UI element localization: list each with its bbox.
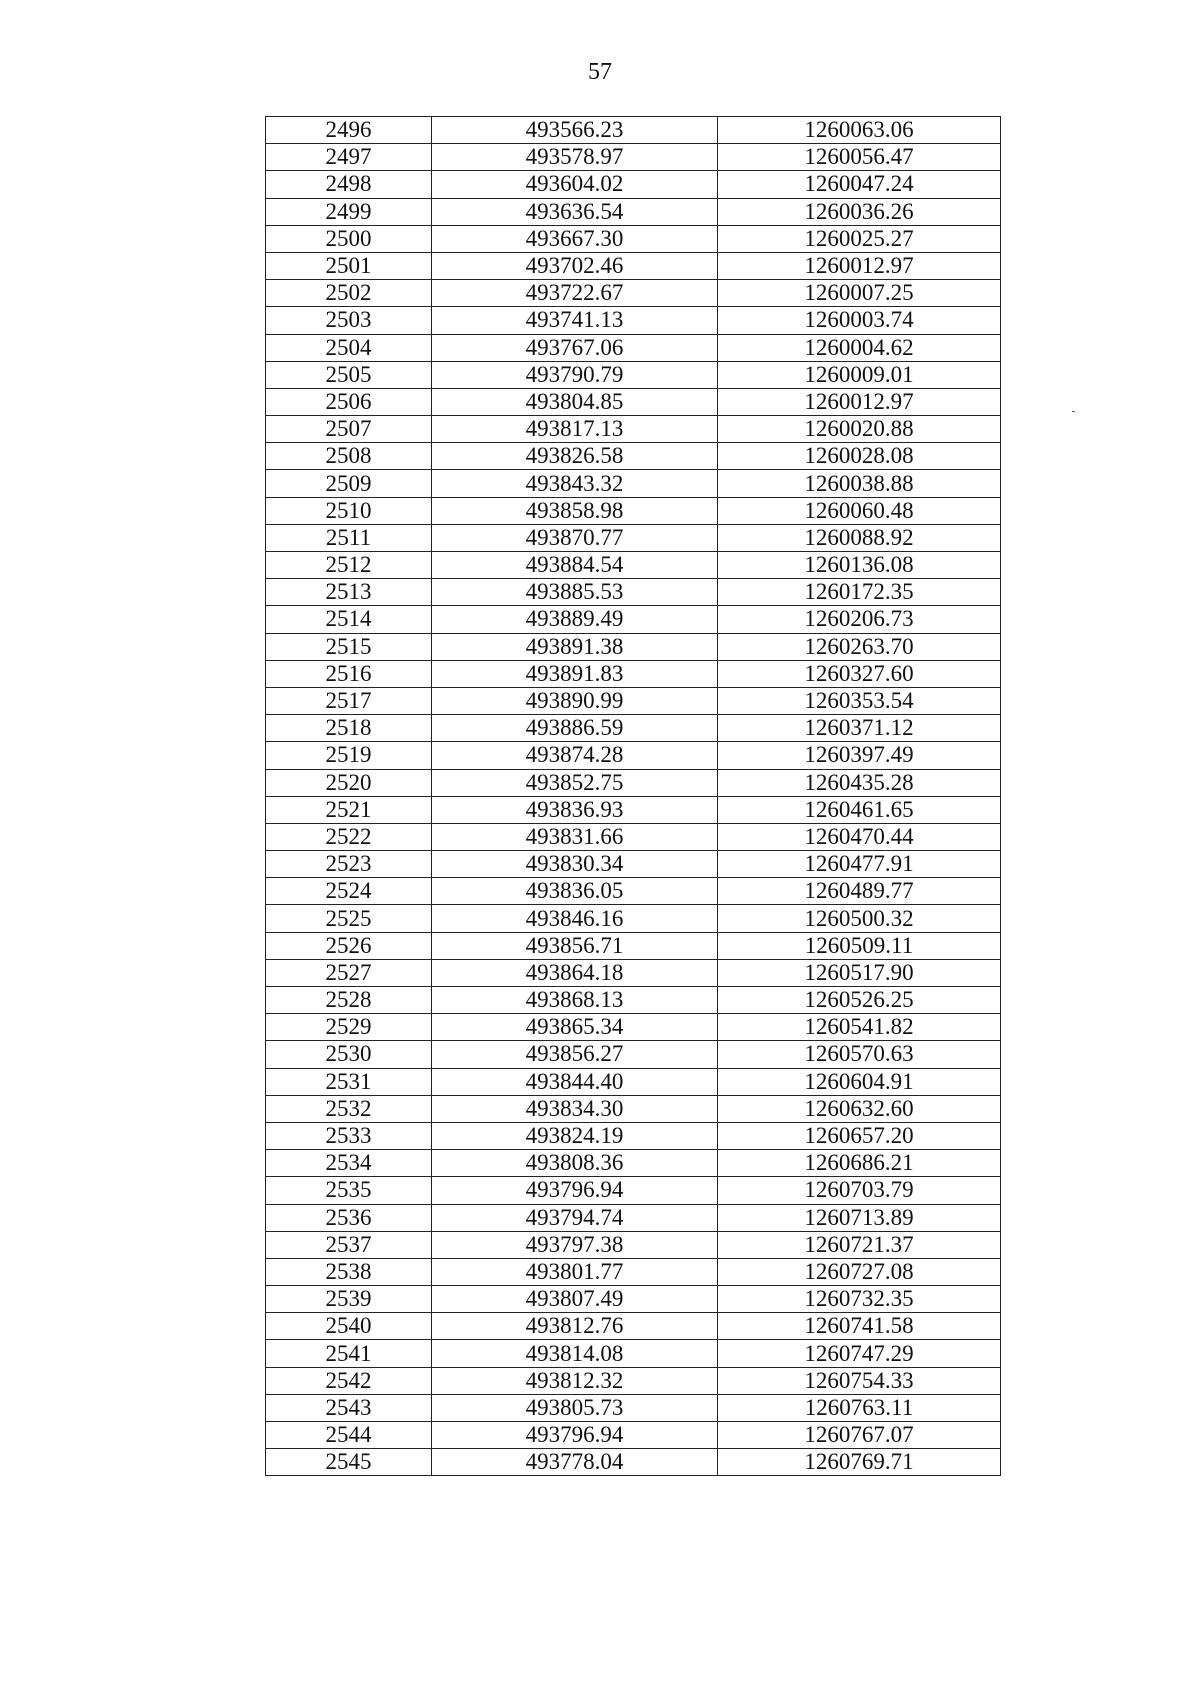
y-coordinate-cell: 1260477.91 [718,851,1001,878]
table-row [266,1449,1001,1476]
y-coordinate-cell: 1260088.92 [718,524,1001,551]
point-number-cell: 2539 [266,1286,432,1313]
point-number-cell: 2504 [266,334,432,361]
y-coordinate-cell: 1260570.63 [718,1041,1001,1068]
table-row [266,144,1001,171]
table-row [266,1122,1001,1149]
point-number-cell: 2544 [266,1422,432,1449]
x-coordinate-cell: 493796.94 [432,1422,718,1449]
point-number-cell: 2518 [266,715,432,742]
y-coordinate-cell: 1260263.70 [718,633,1001,660]
y-coordinate-cell: 1260060.48 [718,497,1001,524]
y-coordinate-cell: 1260741.58 [718,1313,1001,1340]
x-coordinate-cell: 493890.99 [432,687,718,714]
x-coordinate-cell: 493846.16 [432,905,718,932]
table-row [266,823,1001,850]
x-coordinate-cell: 493778.04 [432,1449,718,1476]
point-number-cell: 2525 [266,905,432,932]
point-number-cell: 2524 [266,878,432,905]
x-coordinate-cell: 493858.98 [432,497,718,524]
point-number-cell: 2530 [266,1041,432,1068]
x-coordinate-cell: 493865.34 [432,1014,718,1041]
y-coordinate-cell: 1260632.60 [718,1095,1001,1122]
point-number-cell: 2521 [266,796,432,823]
point-number-cell: 2533 [266,1122,432,1149]
x-coordinate-cell: 493831.66 [432,823,718,850]
point-number-cell: 2523 [266,851,432,878]
x-coordinate-cell: 493885.53 [432,579,718,606]
point-number-cell: 2496 [266,117,432,144]
table-row [266,905,1001,932]
point-number-cell: 2513 [266,579,432,606]
x-coordinate-cell: 493636.54 [432,198,718,225]
x-coordinate-cell: 493814.08 [432,1340,718,1367]
table-row [266,1150,1001,1177]
point-number-cell: 2503 [266,307,432,334]
y-coordinate-cell: 1260500.32 [718,905,1001,932]
table-row [266,1394,1001,1421]
table-row [266,796,1001,823]
x-coordinate-cell: 493812.76 [432,1313,718,1340]
table-row [266,1313,1001,1340]
x-coordinate-cell: 493578.97 [432,144,718,171]
point-number-cell: 2507 [266,416,432,443]
y-coordinate-cell: 1260063.06 [718,117,1001,144]
table-row [266,1204,1001,1231]
y-coordinate-cell: 1260727.08 [718,1258,1001,1285]
y-coordinate-cell: 1260003.74 [718,307,1001,334]
point-number-cell: 2531 [266,1068,432,1095]
y-coordinate-cell: 1260769.71 [718,1449,1001,1476]
point-number-cell: 2501 [266,252,432,279]
y-coordinate-cell: 1260732.35 [718,1286,1001,1313]
y-coordinate-cell: 1260136.08 [718,552,1001,579]
x-coordinate-cell: 493801.77 [432,1258,718,1285]
point-number-cell: 2535 [266,1177,432,1204]
y-coordinate-cell: 1260461.65 [718,796,1001,823]
table-row [266,307,1001,334]
point-number-cell: 2537 [266,1231,432,1258]
y-coordinate-cell: 1260327.60 [718,660,1001,687]
y-coordinate-cell: 1260541.82 [718,1014,1001,1041]
x-coordinate-cell: 493807.49 [432,1286,718,1313]
table-row [266,252,1001,279]
table-row [266,1177,1001,1204]
y-coordinate-cell: 1260767.07 [718,1422,1001,1449]
x-coordinate-cell: 493864.18 [432,959,718,986]
point-number-cell: 2511 [266,524,432,551]
point-number-cell: 2519 [266,742,432,769]
x-coordinate-cell: 493741.13 [432,307,718,334]
point-number-cell: 2506 [266,388,432,415]
y-coordinate-cell: 1260012.97 [718,388,1001,415]
stray-mark [1072,411,1075,412]
y-coordinate-cell: 1260754.33 [718,1367,1001,1394]
point-number-cell: 2545 [266,1449,432,1476]
table-row [266,932,1001,959]
y-coordinate-cell: 1260703.79 [718,1177,1001,1204]
point-number-cell: 2542 [266,1367,432,1394]
y-coordinate-cell: 1260172.35 [718,579,1001,606]
point-number-cell: 2529 [266,1014,432,1041]
table-row [266,715,1001,742]
table-row [266,334,1001,361]
point-number-cell: 2540 [266,1313,432,1340]
table-row [266,388,1001,415]
x-coordinate-cell: 493844.40 [432,1068,718,1095]
point-number-cell: 2520 [266,769,432,796]
point-number-cell: 2498 [266,171,432,198]
y-coordinate-cell: 1260713.89 [718,1204,1001,1231]
table-row [266,1258,1001,1285]
y-coordinate-cell: 1260020.88 [718,416,1001,443]
x-coordinate-cell: 493604.02 [432,171,718,198]
x-coordinate-cell: 493566.23 [432,117,718,144]
table-row [266,633,1001,660]
table-row [266,361,1001,388]
table-row [266,1422,1001,1449]
y-coordinate-cell: 1260353.54 [718,687,1001,714]
point-number-cell: 2505 [266,361,432,388]
y-coordinate-cell: 1260747.29 [718,1340,1001,1367]
point-number-cell: 2516 [266,660,432,687]
table-row [266,524,1001,551]
y-coordinate-cell: 1260604.91 [718,1068,1001,1095]
y-coordinate-cell: 1260047.24 [718,171,1001,198]
point-number-cell: 2500 [266,225,432,252]
table-row [266,470,1001,497]
point-number-cell: 2515 [266,633,432,660]
table-row [266,851,1001,878]
table-row [266,171,1001,198]
x-coordinate-cell: 493796.94 [432,1177,718,1204]
y-coordinate-cell: 1260371.12 [718,715,1001,742]
x-coordinate-cell: 493722.67 [432,280,718,307]
page-number: 57 [588,59,612,85]
coordinates-table-body [266,117,1001,1476]
x-coordinate-cell: 493805.73 [432,1394,718,1421]
point-number-cell: 2502 [266,280,432,307]
point-number-cell: 2499 [266,198,432,225]
coordinates-table [265,116,1001,1476]
table-row [266,987,1001,1014]
x-coordinate-cell: 493886.59 [432,715,718,742]
table-row [266,660,1001,687]
y-coordinate-cell: 1260721.37 [718,1231,1001,1258]
y-coordinate-cell: 1260686.21 [718,1150,1001,1177]
table-row [266,959,1001,986]
y-coordinate-cell: 1260763.11 [718,1394,1001,1421]
table-row [266,552,1001,579]
x-coordinate-cell: 493826.58 [432,443,718,470]
table-row [266,1068,1001,1095]
x-coordinate-cell: 493767.06 [432,334,718,361]
table-row [266,579,1001,606]
table-row [266,687,1001,714]
x-coordinate-cell: 493856.27 [432,1041,718,1068]
table-row [266,1286,1001,1313]
point-number-cell: 2509 [266,470,432,497]
table-row [266,1367,1001,1394]
point-number-cell: 2538 [266,1258,432,1285]
table-row [266,280,1001,307]
x-coordinate-cell: 493868.13 [432,987,718,1014]
point-number-cell: 2497 [266,144,432,171]
point-number-cell: 2508 [266,443,432,470]
x-coordinate-cell: 493889.49 [432,606,718,633]
y-coordinate-cell: 1260397.49 [718,742,1001,769]
y-coordinate-cell: 1260657.20 [718,1122,1001,1149]
point-number-cell: 2514 [266,606,432,633]
table-row [266,117,1001,144]
y-coordinate-cell: 1260038.88 [718,470,1001,497]
y-coordinate-cell: 1260025.27 [718,225,1001,252]
x-coordinate-cell: 493874.28 [432,742,718,769]
y-coordinate-cell: 1260526.25 [718,987,1001,1014]
x-coordinate-cell: 493797.38 [432,1231,718,1258]
table-row [266,497,1001,524]
y-coordinate-cell: 1260435.28 [718,769,1001,796]
x-coordinate-cell: 493824.19 [432,1122,718,1149]
x-coordinate-cell: 493843.32 [432,470,718,497]
point-number-cell: 2526 [266,932,432,959]
x-coordinate-cell: 493804.85 [432,388,718,415]
y-coordinate-cell: 1260007.25 [718,280,1001,307]
table-row [266,742,1001,769]
table-row [266,769,1001,796]
table-row [266,198,1001,225]
point-number-cell: 2528 [266,987,432,1014]
table-row [266,606,1001,633]
table-row [266,225,1001,252]
x-coordinate-cell: 493870.77 [432,524,718,551]
table-row [266,443,1001,470]
y-coordinate-cell: 1260206.73 [718,606,1001,633]
y-coordinate-cell: 1260009.01 [718,361,1001,388]
table-row [266,1231,1001,1258]
table-row [266,1095,1001,1122]
x-coordinate-cell: 493812.32 [432,1367,718,1394]
table-row [266,1041,1001,1068]
point-number-cell: 2527 [266,959,432,986]
x-coordinate-cell: 493808.36 [432,1150,718,1177]
x-coordinate-cell: 493830.34 [432,851,718,878]
x-coordinate-cell: 493836.93 [432,796,718,823]
x-coordinate-cell: 493817.13 [432,416,718,443]
y-coordinate-cell: 1260028.08 [718,443,1001,470]
y-coordinate-cell: 1260012.97 [718,252,1001,279]
table-row [266,1014,1001,1041]
point-number-cell: 2517 [266,687,432,714]
point-number-cell: 2541 [266,1340,432,1367]
x-coordinate-cell: 493852.75 [432,769,718,796]
y-coordinate-cell: 1260056.47 [718,144,1001,171]
x-coordinate-cell: 493836.05 [432,878,718,905]
point-number-cell: 2534 [266,1150,432,1177]
x-coordinate-cell: 493702.46 [432,252,718,279]
y-coordinate-cell: 1260036.26 [718,198,1001,225]
x-coordinate-cell: 493667.30 [432,225,718,252]
x-coordinate-cell: 493856.71 [432,932,718,959]
y-coordinate-cell: 1260509.11 [718,932,1001,959]
table-row [266,878,1001,905]
y-coordinate-cell: 1260004.62 [718,334,1001,361]
x-coordinate-cell: 493834.30 [432,1095,718,1122]
x-coordinate-cell: 493794.74 [432,1204,718,1231]
y-coordinate-cell: 1260489.77 [718,878,1001,905]
y-coordinate-cell: 1260517.90 [718,959,1001,986]
x-coordinate-cell: 493891.38 [432,633,718,660]
table-row [266,1340,1001,1367]
point-number-cell: 2522 [266,823,432,850]
point-number-cell: 2536 [266,1204,432,1231]
point-number-cell: 2512 [266,552,432,579]
x-coordinate-cell: 493884.54 [432,552,718,579]
y-coordinate-cell: 1260470.44 [718,823,1001,850]
x-coordinate-cell: 493790.79 [432,361,718,388]
point-number-cell: 2510 [266,497,432,524]
point-number-cell: 2532 [266,1095,432,1122]
point-number-cell: 2543 [266,1394,432,1421]
x-coordinate-cell: 493891.83 [432,660,718,687]
table-row [266,416,1001,443]
